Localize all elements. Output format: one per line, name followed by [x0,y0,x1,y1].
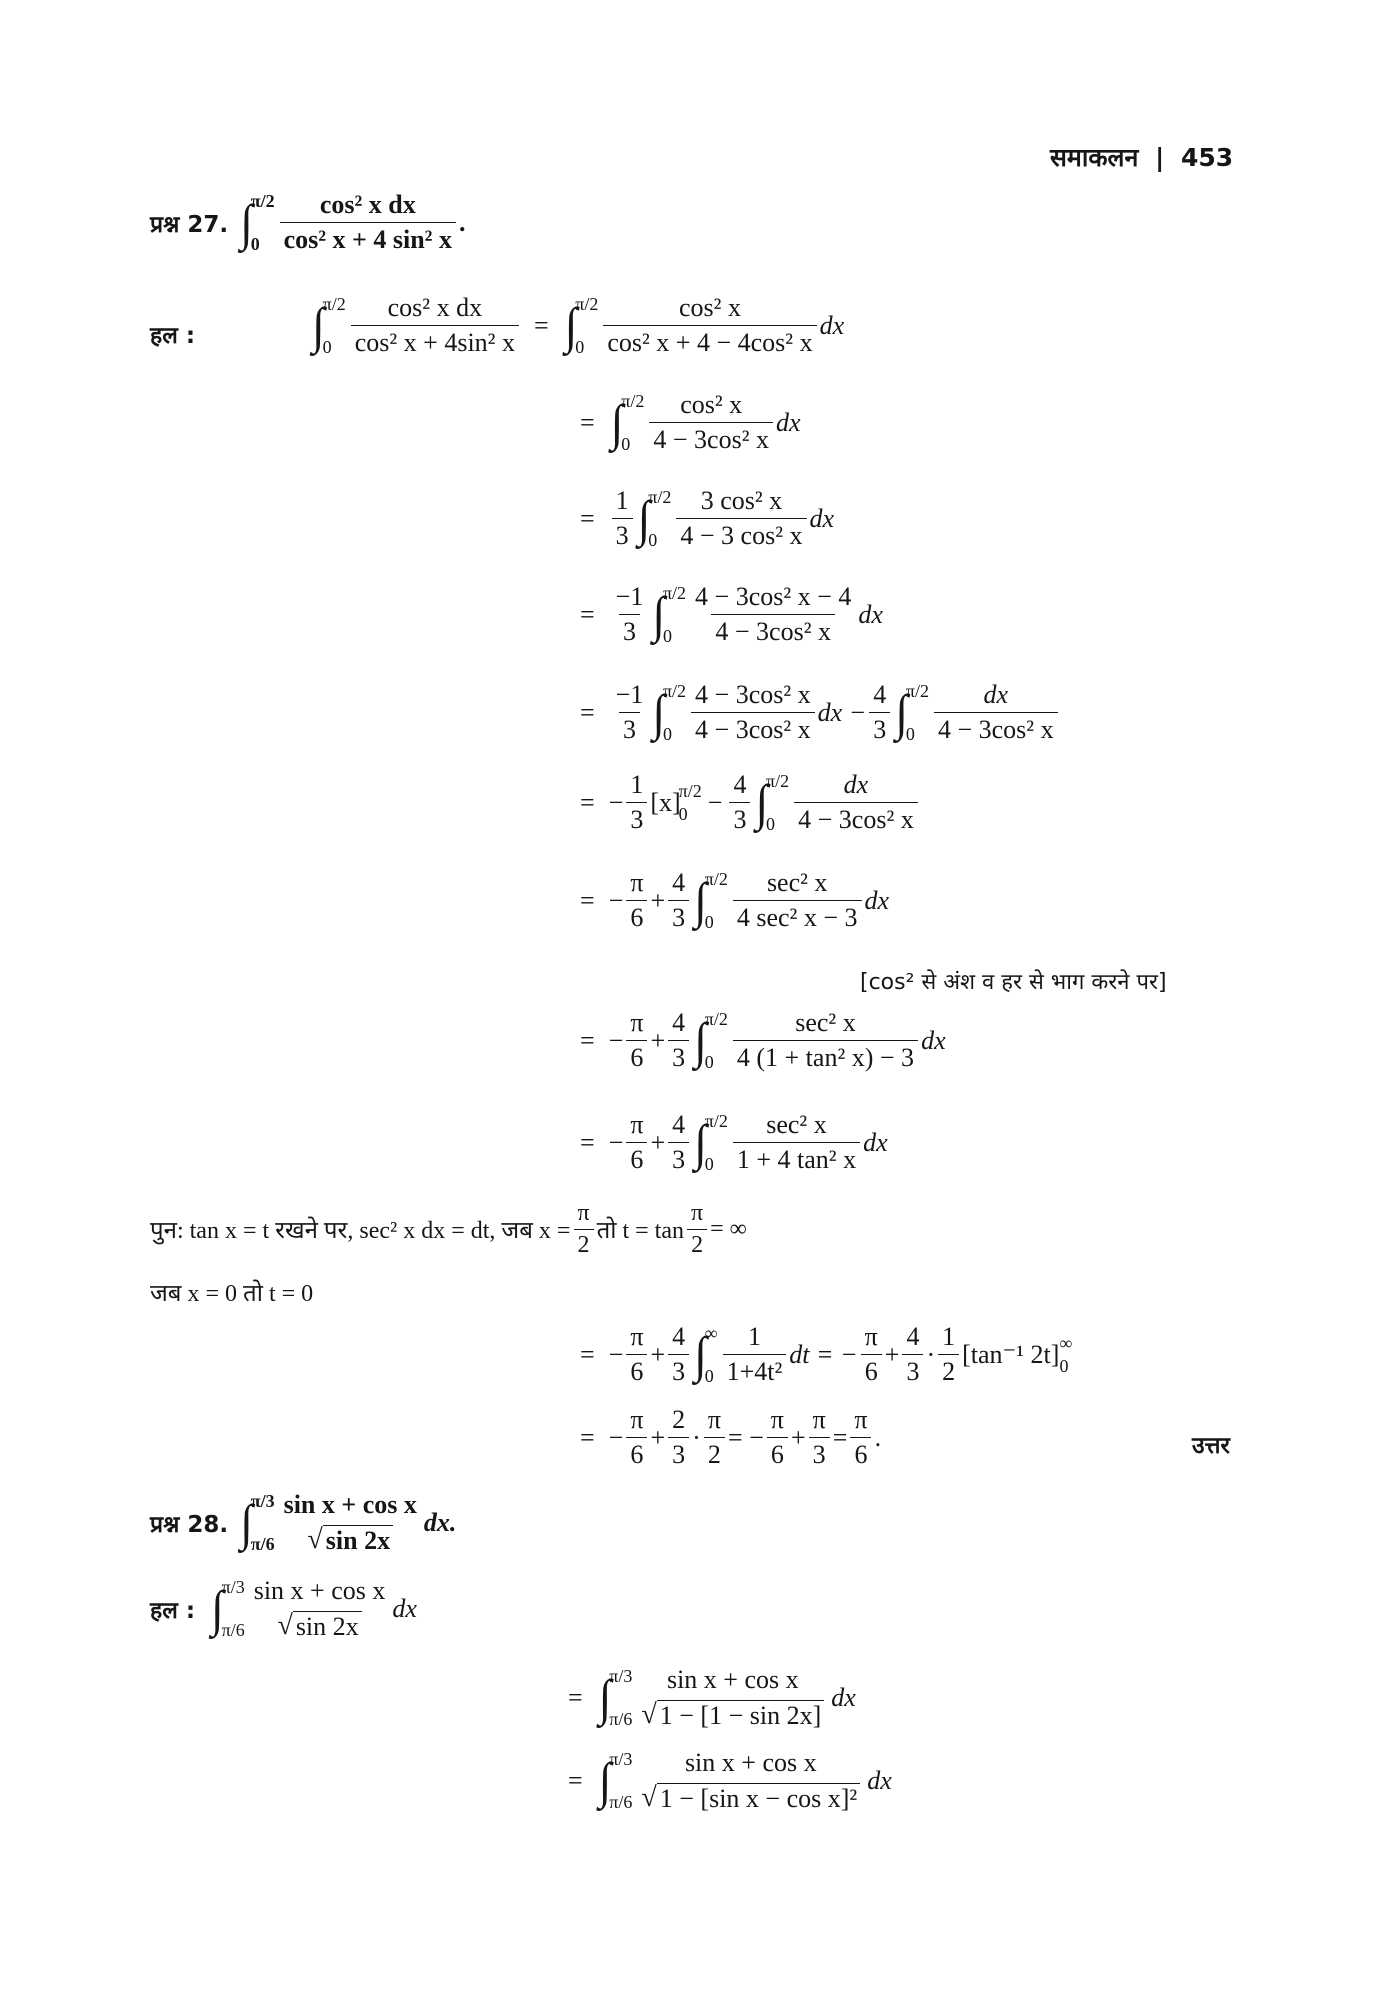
solution-label: हल : [150,1598,196,1624]
solution-step-1: ∫ π/2 0 $\frac{\text{cos² x dx}}{\text{cos² x + 4sin² x}}$ = ∫ π/2 0 $\frac{\text{cos² x}}{\text{cos² x + 4 − 4cos² x}}$ dx [312,293,845,357]
step-note: [cos² से अंश व हर से भाग करने पर] [860,970,1167,995]
answer-label: उत्तर [1192,1433,1230,1459]
chapter-title: समाकलन [1050,143,1139,172]
q28-solution: हल : ∫ π/3 π/6 sin x + cos x √ sin 2x dx [150,1576,417,1641]
solution-step-2: = ∫ π/2 0 $\frac{\text{cos² x}}{\text{4 − 3cos² x}}$ dx [580,390,801,454]
solution-step-4: = $\frac{-1}{3}$ ∫ π/2 0 $\frac{\text{4 − 3cos² x − 4}}{\text{4 − 3cos² x}}$ dx [580,582,883,646]
final-step-2: = − $\frac{\pi}{6}$ + $\frac{2}{3}$ · $\frac{\pi}{2}$ = − $\frac{\pi}{6}$ + $\frac{\pi}{3}$ = $\frac{\pi}{6}$ . [580,1405,882,1469]
question-label: प्रश्न 27. [150,211,229,238]
running-header [1050,140,1233,174]
header-separator: | [1155,143,1165,172]
fraction: $\frac{\text{cos² x dx}}{\text{cos² x + 4 sin² x}}$ [280,190,456,255]
final-step-1: = − $\frac{\pi}{6}$ + $\frac{4}{3}$ ∫ ∞ 0 $\frac{1}{\text{1+4t²}}$ dt = − $\frac{\pi}{6}$ + $\frac{4}{3}$ · $\frac{1}{2}$ [tan⁻¹ 2t] ∞ 0 [580,1322,1073,1386]
solution-label: हल : [150,323,196,349]
question-27: प्रश्न 27. ∫ π/2 0 $\frac{\text{cos² x dx}}{\text{cos² x + 4 sin² x}}$ . [150,190,466,254]
question-28: प्रश्न 28. ∫ π/3 π/6 sin x + cos x √ sin 2x dx. [150,1490,457,1555]
solution-step-8: = − $\frac{\pi}{6}$ + $\frac{4}{3}$ ∫ π/2 0 $\frac{\text{sec² x}}{\text{4 (1 + tan² x) − 3}}$ dx [580,1008,946,1072]
q28-step-1: = ∫ π/3 π/6 sin x + cos x √ 1 − [1 − sin 2x] dx [568,1665,856,1730]
question-label: प्रश्न 28. [150,1512,229,1538]
solution-step-3: = $\frac{1}{3}$ ∫ π/2 0 $\frac{\text{3 cos² x}}{\text{4 − 3 cos² x}}$ dx [580,486,835,550]
substitution-line-1: पुन: tan x = t रखने पर, sec² x dx = dt, जब x = $\frac{\pi}{2}$ तो t = tan $\frac{\pi}{2}$ = ∞ [150,1200,747,1258]
solution-step-9: = − $\frac{\pi}{6}$ + $\frac{4}{3}$ ∫ π/2 0 $\frac{\text{sec² x}}{\text{1 + 4 tan² x}}$ dx [580,1110,888,1174]
page-number: 453 [1180,143,1234,172]
integral: ∫ π/2 0 [240,190,275,254]
solution-step-6: = − $\frac{1}{3}$ [x] π/2 0 − $\frac{4}{3}$ ∫ π/2 0 $\frac{dx}{\text{4 − 3cos² x}}$ [580,770,921,835]
substitution-line-2: जब x = 0 तो t = 0 [150,1281,314,1307]
solution-step-7: = − $\frac{\pi}{6}$ + $\frac{4}{3}$ ∫ π/2 0 $\frac{\text{sec² x}}{\text{4 sec² x − 3}}$ dx [580,868,890,932]
solution-step-5: = $\frac{-1}{3}$ ∫ π/2 0 $\frac{\text{4 − 3cos² x}}{\text{4 − 3cos² x}}$ dx − $\frac{4}{3}$ ∫ π/2 0 $\frac{dx}{\text{4 − 3cos² x}}$ [580,680,1061,745]
q28-step-2: = ∫ π/3 π/6 sin x + cos x √ 1 − [sin x − cos x]² dx [568,1748,892,1813]
